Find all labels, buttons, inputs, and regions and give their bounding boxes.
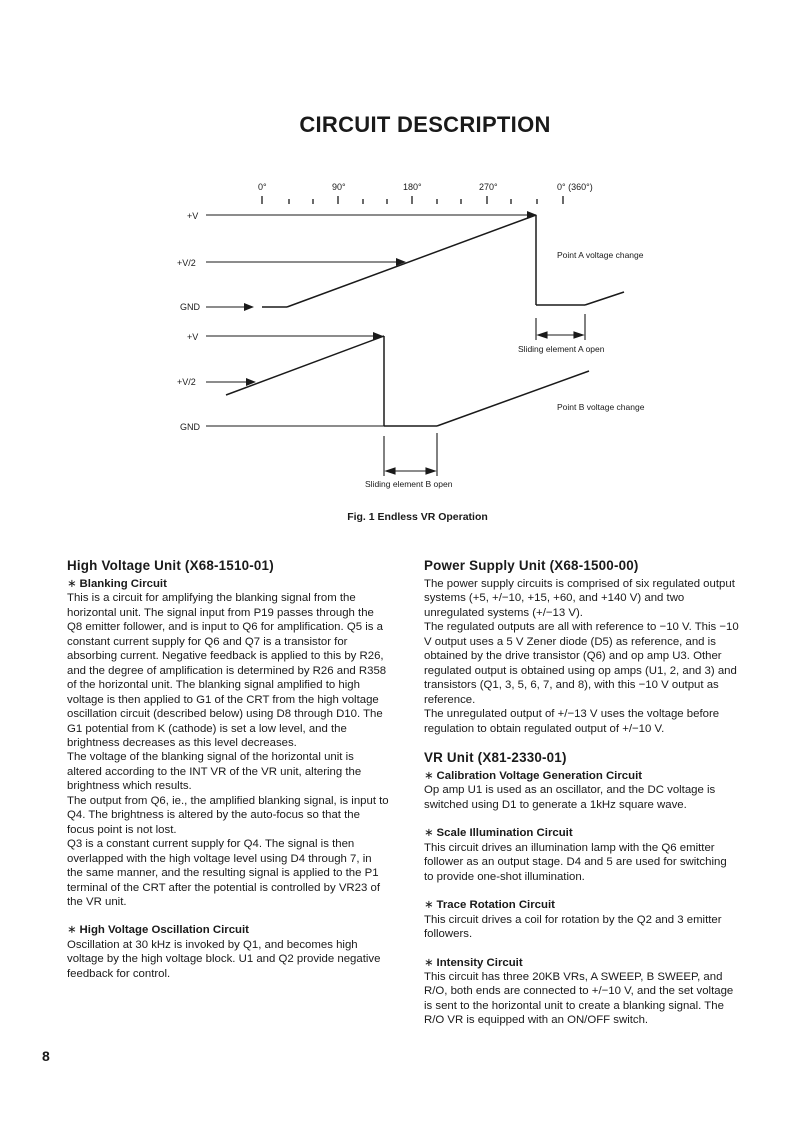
scale-title: Scale Illumination Circuit <box>436 827 573 840</box>
waveform-a <box>206 215 624 340</box>
hv-osc-title: High Voltage Oscillation Circuit <box>79 924 249 937</box>
bullet-star: ∗ <box>67 924 77 937</box>
blanking-heading <box>67 577 389 591</box>
blanking-paragraph: Q3 is a constant current supply for Q4. The signal is then overlapped with the high voltage level using D4 through 7, in the same manner, and the resulting signal is applied to the P1 terminal of the CRT after the potential is controlled by VR23 of the VR unit. <box>67 838 380 908</box>
blanking-paragraph: The voltage of the blanking signal of the horizontal unit is altered according to the INT VR of the VR unit, altering the brightness which results. <box>67 751 362 793</box>
waveform-b <box>206 336 589 476</box>
power-unit-heading: Power Supply Unit (X68-1500-00) <box>424 558 639 573</box>
level-b-half-v: +V/2 <box>177 377 196 387</box>
level-a-gnd: GND <box>180 302 200 312</box>
page-number: 8 <box>42 1048 50 1064</box>
intensity-title: Intensity Circuit <box>436 956 523 969</box>
sliding-b-label: Sliding element B open <box>365 479 453 489</box>
calibration-title: Calibration Voltage Generation Circuit <box>436 769 643 782</box>
blanking-title: Blanking Circuit <box>79 578 167 590</box>
angle-label-0: 0° <box>258 182 267 192</box>
angle-ticks <box>262 196 563 204</box>
bullet-star: ∗ <box>424 827 434 840</box>
bullet-star: ∗ <box>424 899 434 912</box>
trace-title: Trace Rotation Circuit <box>436 899 555 912</box>
calibration-paragraph: Op amp U1 is used as an oscillator, and the DC voltage is switched using D1 to generate a 1kHz square wave. <box>424 784 716 811</box>
angle-label-360: 0° (360°) <box>557 182 593 192</box>
left-column <box>67 558 389 981</box>
hv-osc-paragraph: Oscillation at 30 kHz is invoked by Q1, and becomes high voltage by the high voltage block. U1 and Q2 provide negative feedback for control. <box>67 938 381 980</box>
trace-paragraph: This circuit drives a coil for rotation by the Q2 and 3 emitter followers. <box>424 913 722 941</box>
blanking-paragraph: The output from Q6, ie., the amplified blanking signal, is input to Q4. The brightness is altered by the auto-focus so that the focus point is not lost. <box>67 794 389 836</box>
intensity-paragraph: This circuit has three 20KB VRs, A SWEEP, B SWEEP, and R/O, both ends are connected to +/−10 V, and the set voltage is sent to the horizontal unit to create a blanking signal. The R/O VR is equipped with an ON/OFF switch. <box>424 970 734 1027</box>
right-column <box>424 558 739 1028</box>
point-a-label: Point A voltage change <box>557 250 644 260</box>
point-b-label: Point B voltage change <box>557 402 645 412</box>
level-b-gnd: GND <box>180 422 200 432</box>
scale-heading <box>424 826 739 840</box>
level-a-half-v: +V/2 <box>177 258 196 268</box>
intensity-heading <box>424 956 739 970</box>
power-paragraph: The unregulated output of +/−13 V uses the voltage before regulation to obtain regulated output of +/−10 V. <box>424 708 720 735</box>
level-b-plus-v: +V <box>187 332 199 342</box>
endless-vr-diagram <box>0 170 795 500</box>
power-paragraph: The power supply circuits is comprised of six regulated output systems (+5, +/−10, +15, +60, and +140 V) and two unregulated systems (+/−13 V). <box>424 578 735 619</box>
calibration-heading <box>424 769 739 783</box>
power-paragraph: The regulated outputs are all with reference to −10 V. This −10 V output uses a 5 V Zener diode (D5) as reference, and is obtained by the drive transistor (Q6) and op amp U3. Other regulated output is obtained using op amps (U1, 2, and 3) and transistors (Q1, 3, 5, 6, 7, and 8), with this −10 V output as reference. <box>424 621 739 706</box>
figure-caption: Fig. 1 Endless VR Operation <box>347 511 488 523</box>
scale-paragraph: This circuit drives an illumination lamp with the Q6 emitter follower as an output stage. D4 and 5 are used for switching to provide one-shot illumination. <box>424 841 727 883</box>
page-title: CIRCUIT DESCRIPTION <box>299 112 551 137</box>
angle-label-180: 180° <box>403 182 422 192</box>
sliding-a-label: Sliding element A open <box>518 344 605 354</box>
hv-osc-heading <box>67 923 389 937</box>
angle-label-90: 90° <box>332 182 346 192</box>
bullet-star: ∗ <box>424 769 434 782</box>
bullet-star: ∗ <box>67 578 77 590</box>
trace-heading <box>424 898 739 912</box>
angle-label-270: 270° <box>479 182 498 192</box>
level-a-plus-v: +V <box>187 211 199 221</box>
vr-unit-heading: VR Unit (X81-2330-01) <box>424 749 567 765</box>
blanking-paragraph: This is a circuit for amplifying the blanking signal from the horizontal unit. The signal input from P19 passes through the Q8 emitter follower, and is input to Q6 for amplification. Q5 is a constant current supply for Q6 and Q7 is a transistor for absorbing current. Negative feedback is applied to this by R26, and the degree of amplification is determined by R26 and R358 of the horizontal unit. The blanking signal amplified to high voltage is then applied to G1 of the CRT from the high voltage oscillation circuit (described below) using D8 through D10. The G1 potential from K (cathode) is set a low level, and the brightness decreases as this level decreases. <box>67 592 387 749</box>
bullet-star: ∗ <box>424 956 434 969</box>
hv-unit-heading: High Voltage Unit (X68-1510-01) <box>67 558 274 573</box>
